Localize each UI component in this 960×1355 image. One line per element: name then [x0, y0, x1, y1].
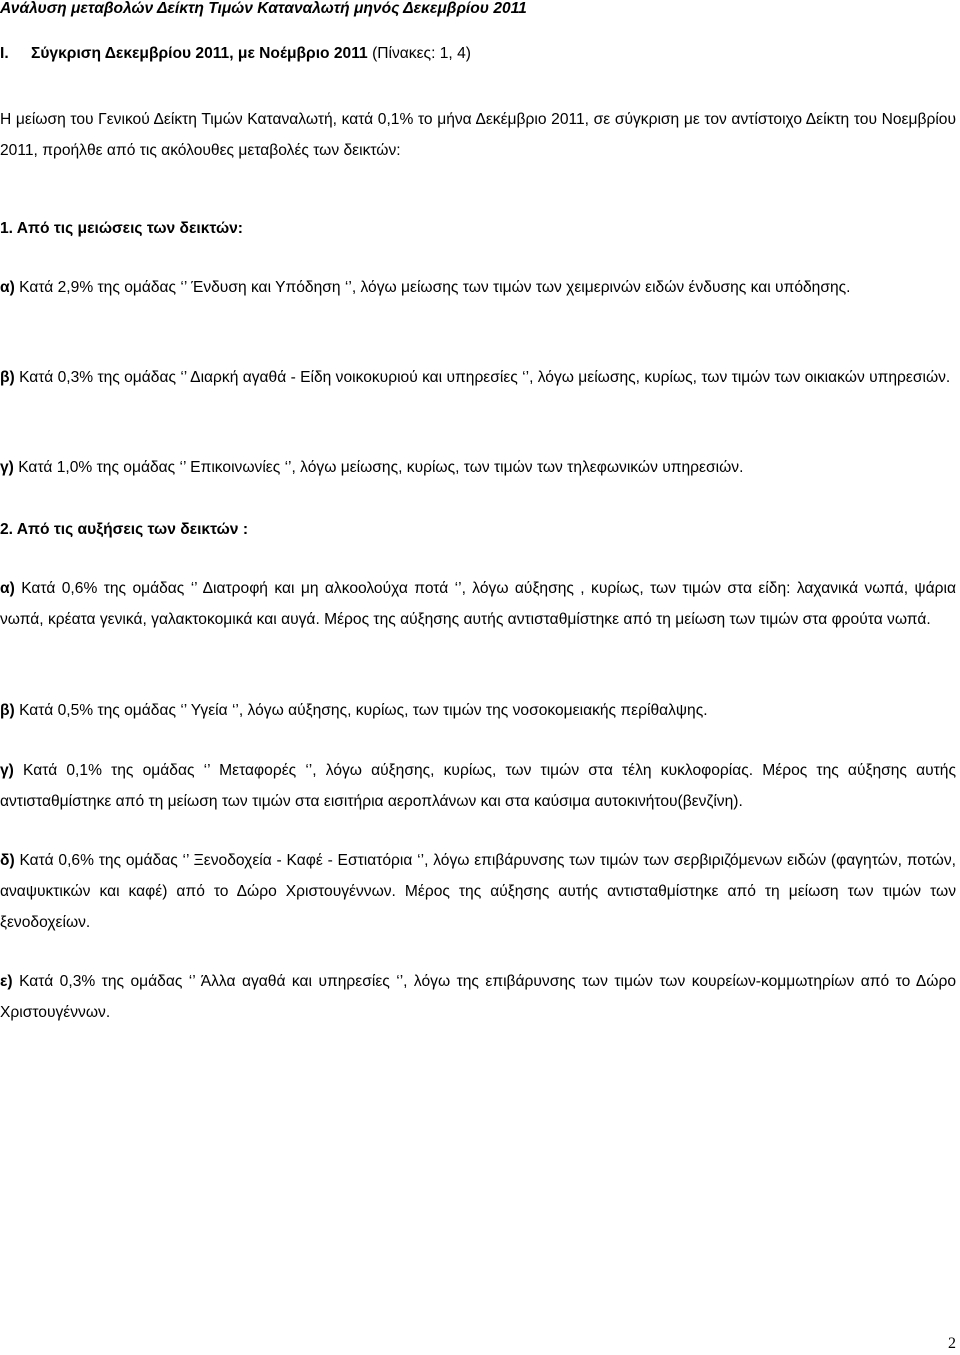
item-label: δ) — [0, 852, 15, 869]
decrease-item-c — [0, 452, 956, 483]
decrease-item-a — [0, 272, 956, 303]
section-title: Σύγκριση Δεκεμβρίου 2011, με Νοέμβριο 2011 — [31, 45, 368, 62]
item-label: γ) — [0, 762, 14, 779]
item-label: α) — [0, 580, 15, 597]
item-text: Κατά 1,0% της ομάδας ‘’ Επικοινωνίες ‘’, λόγω μείωσης, κυρίως, των τιμών των τηλεφωνικών υπηρεσιών. — [18, 459, 744, 476]
increase-item-c — [0, 755, 956, 817]
document-title: Ανάλυση μεταβολών Δείκτη Τιμών Καταναλωτή μηνός Δεκεμβρίου 2011 — [0, 0, 527, 17]
item-label: γ) — [0, 459, 14, 476]
increase-item-e — [0, 966, 956, 1028]
increase-item-a — [0, 573, 956, 635]
section-tables-ref: (Πίνακες: 1, 4) — [372, 45, 471, 62]
item-text: Κατά 0,3% της ομάδας ‘’ Διαρκή αγαθά - Είδη νοικοκυριού και υπηρεσίες ‘’, λόγω μείωσης, κυρίως, των τιμών των οικιακών υπηρεσιών. — [19, 369, 951, 386]
item-text: Κατά 0,1% της ομάδας ‘’ Μεταφορές ‘’, λόγω αύξησης, κυρίως, των τιμών στα τέλη κυκλοφορίας. Μέρος της αύξησης αυτής αντισταθμίστηκε από τη μείωση των τιμών στα εισιτήρια αεροπλάνων και στα καύσιμα αυτοκινήτου(βενζίνη). — [0, 762, 956, 810]
decrease-item-b — [0, 362, 956, 393]
item-label: β) — [0, 369, 15, 386]
item-text: Κατά 2,9% της ομάδας ‘’ Ένδυση και Υπόδηση ‘’, λόγω μείωσης των τιμών των χειμερινών ειδών ένδυσης και υπόδησης. — [19, 279, 851, 296]
increases-heading: 2. Από τις αυξήσεις των δεικτών : — [0, 521, 249, 538]
section-number: Ι. — [0, 45, 9, 62]
item-text: Κατά 0,3% της ομάδας ‘’ Άλλα αγαθά και υπηρεσίες ‘’, λόγω της επιβάρυνσης των τιμών των κουρείων-κομμωτηρίων από το Δώρο Χριστουγέννων. — [0, 973, 956, 1021]
item-label: β) — [0, 702, 15, 719]
item-label: α) — [0, 279, 15, 296]
section-heading — [0, 44, 471, 64]
item-text: Κατά 0,5% της ομάδας ‘’ Υγεία ‘’, λόγω αύξησης, κυρίως, των τιμών της νοσοκομειακής περίθαλψης. — [19, 702, 708, 719]
item-text: Κατά 0,6% της ομάδας ‘’ Ξενοδοχεία - Καφέ - Εστιατόρια ‘’, λόγω επιβάρυνσης των τιμών των σερβιριζόμενων ειδών (φαγητών, ποτών, αναψυκτικών και καφέ) από το Δώρο Χριστουγέννων. Μέρος της αύξησης αυτής αντισταθμίστηκε από τη μείωση των τιμών των ξενοδοχείων. — [0, 852, 956, 931]
item-text: Κατά 0,6% της ομάδας ‘’ Διατροφή και μη αλκοολούχα ποτά ‘’, λόγω αύξησης , κυρίως, των τιμών στα είδη: λαχανικά νωπά, ψάρια νωπά, κρέατα γενικά, γαλακτοκομικά και αυγά. Μέρος της αύξησης αυτής αντισταθμίστηκε από τη μείωση των τιμών στα φρούτα νωπά. — [0, 580, 956, 628]
intro-paragraph: Η μείωση του Γενικού Δείκτη Τιμών Καταναλωτή, κατά 0,1% το μήνα Δεκέμβριο 2011, σε σύγκριση με τον αντίστοιχο Δείκτη του Νοεμβρίου 2011, προήλθε από τις ακόλουθες μεταβολές των δεικτών: — [0, 111, 956, 159]
increase-item-d — [0, 845, 956, 938]
page-number: 2 — [948, 1335, 956, 1352]
increase-item-b — [0, 695, 956, 726]
item-label: ε) — [0, 973, 13, 990]
decreases-heading: 1. Από τις μειώσεις των δεικτών: — [0, 220, 243, 237]
